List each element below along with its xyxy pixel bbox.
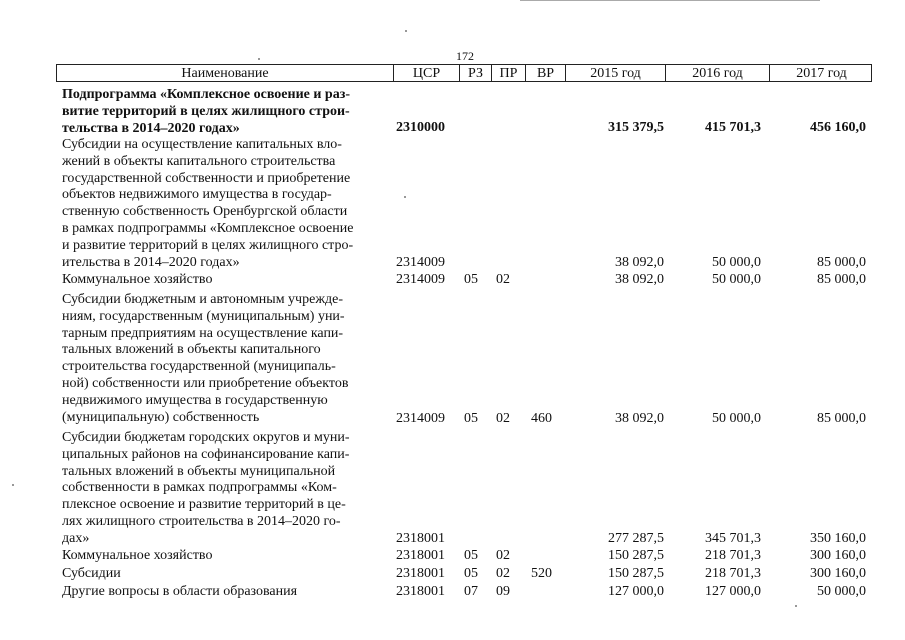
header-csr: ЦСР <box>393 65 459 81</box>
row-csr: 2318001 <box>396 531 445 547</box>
row-vr: 520 <box>531 566 552 582</box>
row-2015: 38 092,0 <box>615 272 664 288</box>
row-vr: 460 <box>531 411 552 427</box>
row-rz: 05 <box>464 566 478 582</box>
scan-speck <box>405 30 407 32</box>
row-2017: 50 000,0 <box>817 584 866 600</box>
row-2015: 150 287,5 <box>608 548 664 564</box>
table-row <box>56 430 872 548</box>
table-row <box>56 548 872 565</box>
row-2016: 415 701,3 <box>705 120 761 136</box>
scan-speck <box>12 484 14 486</box>
page-number: 172 <box>456 49 474 63</box>
row-2017: 85 000,0 <box>817 411 866 427</box>
row-2015: 127 000,0 <box>608 584 664 600</box>
row-pr: 02 <box>496 566 510 582</box>
row-name: Субсидии бюджетным и автономным учрежде- ниям, государственным (муниципальным) уни- тарным предприятиям на осуществление капи- тальных вложений в объекты капитального строительства государственной (муниципаль- ной) собственности или приобретение объектов недвижимого имущества в государственную (муниципальную) собственность <box>62 292 349 425</box>
row-csr: 2314009 <box>396 411 445 427</box>
scan-speck <box>795 605 797 607</box>
row-2016: 218 701,3 <box>705 548 761 564</box>
table-row <box>56 584 872 601</box>
header-name: Наименование <box>181 66 269 81</box>
header-pr: ПР <box>491 65 525 81</box>
row-name: Субсидии бюджетам городских округов и муни- ципальных районов на софинансирование капи- тальных вложений в объекты муниципальной собственности в рамках подпрограммы «Ком- плексное освоение и развитие территорий в це- лях жилищного строительства в 2014–2020 го- дах» <box>62 430 350 546</box>
row-2015: 315 379,5 <box>608 120 664 136</box>
row-2016: 218 701,3 <box>705 566 761 582</box>
scan-edge-line <box>520 0 820 1</box>
row-2017: 350 160,0 <box>810 531 866 547</box>
table-row <box>56 292 872 428</box>
row-csr: 2318001 <box>396 566 445 582</box>
row-pr: 09 <box>496 584 510 600</box>
row-rz: 05 <box>464 411 478 427</box>
row-rz: 07 <box>464 584 478 600</box>
row-2017: 85 000,0 <box>817 272 866 288</box>
row-2017: 300 160,0 <box>810 566 866 582</box>
row-2015: 38 092,0 <box>615 255 664 271</box>
table-row <box>56 272 872 289</box>
row-2017: 456 160,0 <box>810 120 866 136</box>
row-pr: 02 <box>496 411 510 427</box>
row-name: Другие вопросы в области образования <box>62 584 298 599</box>
row-2016: 345 701,3 <box>705 531 761 547</box>
row-2015: 277 287,5 <box>608 531 664 547</box>
row-csr: 2314009 <box>396 272 445 288</box>
row-csr: 2314009 <box>396 255 445 271</box>
header-2015: 2015 год <box>565 65 665 81</box>
header-2017: 2017 год <box>769 65 873 81</box>
row-name: Субсидии <box>62 566 121 581</box>
row-2015: 150 287,5 <box>608 566 664 582</box>
row-2017: 300 160,0 <box>810 548 866 564</box>
header-vr: ВР <box>525 65 565 81</box>
row-name: Коммунальное хозяйство <box>62 548 213 563</box>
row-rz: 05 <box>464 272 478 288</box>
scan-speck <box>258 58 260 60</box>
row-name: Подпрограмма «Комплексное освоение и раз- витие территорий в целях жилищного строи- тельства в 2014–2020 годах» <box>62 87 350 136</box>
scan-speck <box>404 196 406 198</box>
header-rz: РЗ <box>459 65 491 81</box>
row-csr: 2318001 <box>396 584 445 600</box>
row-2016: 50 000,0 <box>712 255 761 271</box>
table-row <box>56 566 872 583</box>
row-2015: 38 092,0 <box>615 411 664 427</box>
row-2017: 85 000,0 <box>817 255 866 271</box>
row-pr: 02 <box>496 548 510 564</box>
table-row <box>56 87 872 137</box>
row-2016: 127 000,0 <box>705 584 761 600</box>
header-2016: 2016 год <box>665 65 769 81</box>
row-2016: 50 000,0 <box>712 272 761 288</box>
row-2016: 50 000,0 <box>712 411 761 427</box>
row-name: Субсидии на осуществление капитальных вло- жений в объекты капитального строительства государственной собственности и приобретение объектов недвижимого имущества в государ- ственную собственность Оренбургской области в рамках подпрограммы «Комплексное освоение и развитие территорий в целях жилищного стро- ительства в 2014–2020 годах» <box>62 137 354 270</box>
row-name: Коммунальное хозяйство <box>62 272 213 287</box>
row-csr: 2318001 <box>396 548 445 564</box>
table-header <box>56 64 872 82</box>
row-rz: 05 <box>464 548 478 564</box>
row-pr: 02 <box>496 272 510 288</box>
row-csr: 2310000 <box>396 120 445 136</box>
table-row <box>56 137 872 272</box>
